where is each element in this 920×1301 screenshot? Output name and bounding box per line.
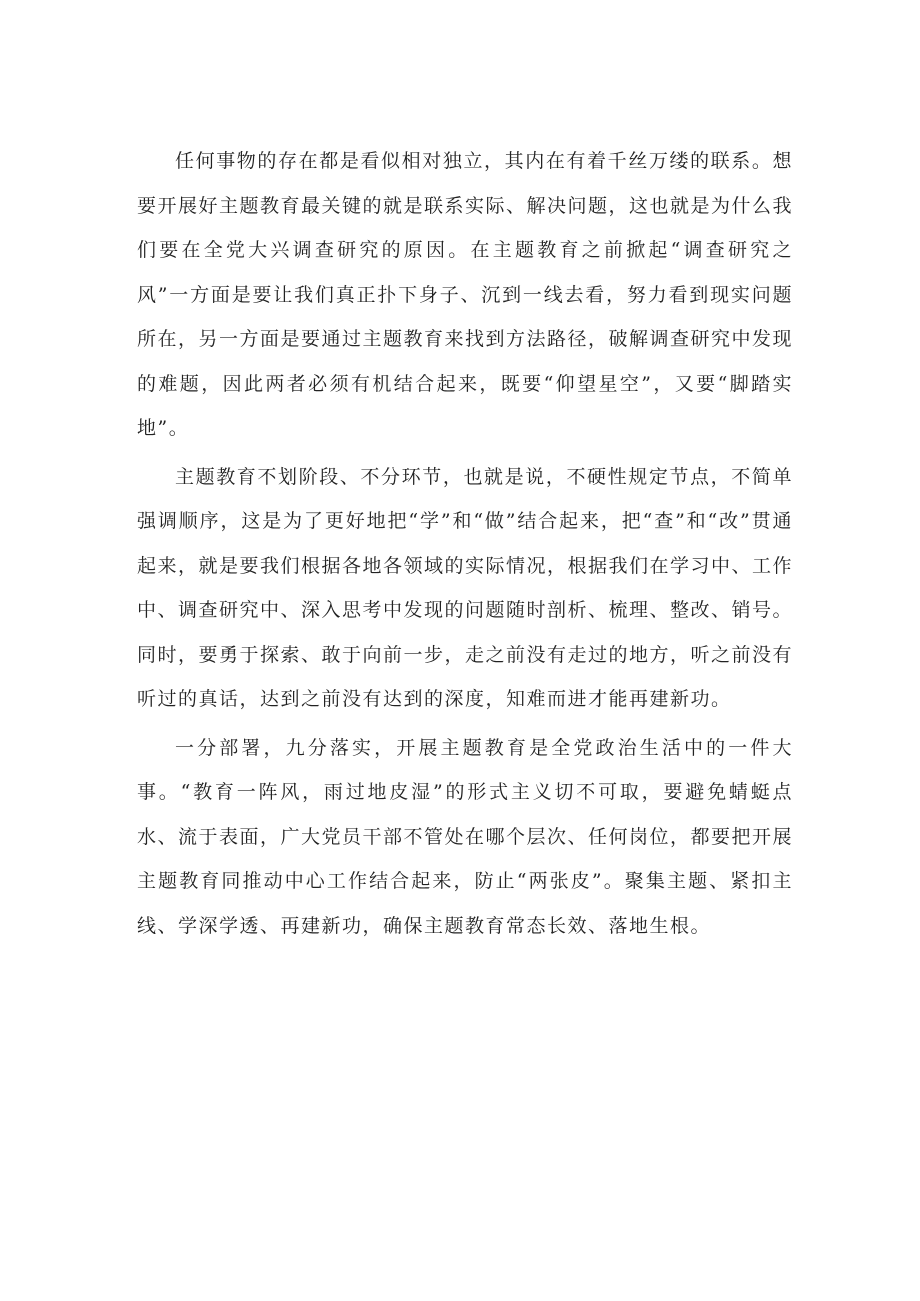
- paragraph-2: 主题教育不划阶段、不分环节，也就是说，不硬性规定节点，不简单强调顺序，这是为了更好地把“学”和“做”结合起来，把“查”和“改”贯通起来，就是要我们根据各地各领域的实际情况，根据我们在学习中、工作中、调查研究中、深入思考中发现的问题随时剖析、梳理、整改、销号。同时，要勇于探索、敢于向前一步，走之前没有走过的地方，听之前没有听过的真话，达到之前没有达到的深度，知难而进才能再建新功。: [137, 465, 794, 710]
- paragraph-3: 一分部署，九分落实，开展主题教育是全党政治生活中的一件大事。“教育一阵风，雨过地皮湿”的形式主义切不可取，要避免蜻蜓点水、流于表面，广大党员干部不管处在哪个层次、任何岗位，都要把开展主题教育同推动中心工作结合起来，防止“两张皮”。聚集主题、紧扣主线、学深学透、再建新功，确保主题教育常态长效、落地生根。: [137, 736, 794, 937]
- paragraph-1: 任何事物的存在都是看似相对独立，其内在有着千丝万缕的联系。想要开展好主题教育最关键的就是联系实际、解决问题，这也就是为什么我们要在全党大兴调查研究的原因。在主题教育之前掀起“调查研究之风”一方面是要让我们真正扑下身子、沉到一线去看，努力看到现实问题所在，另一方面是要通过主题教育来找到方法路径，破解调查研究中发现的难题，因此两者必须有机结合起来，既要“仰望星空”，又要“脚踏实地”。: [137, 150, 794, 439]
- document-body: [137, 139, 793, 952]
